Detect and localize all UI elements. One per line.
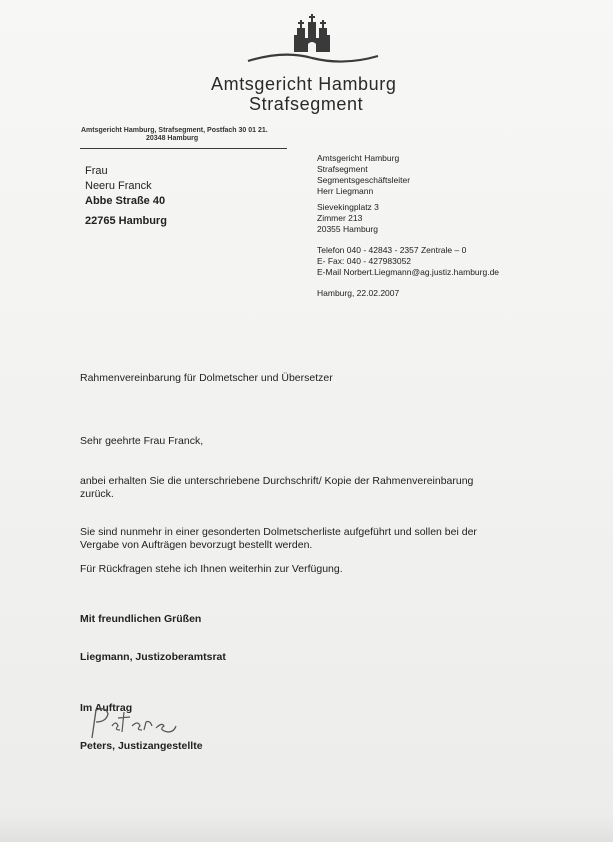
court-name: Amtsgericht Hamburg <box>211 74 397 94</box>
sender-line: Zimmer 213 <box>317 213 363 223</box>
court-department: Strafsegment <box>249 94 364 114</box>
signer-1: Liegmann, Justizoberamtsrat <box>80 651 226 663</box>
signer-2: Peters, Justizangestellte <box>80 740 203 752</box>
letter-date: Hamburg, 22.02.2007 <box>317 288 400 298</box>
recipient-salutation: Frau <box>85 165 108 177</box>
return-address-line2: 20348 Hamburg <box>146 135 199 142</box>
sender-phone: Telefon 040 - 42843 - 2357 Zentrale – 0 <box>317 245 467 255</box>
on-behalf-label: Im Auftrag <box>80 702 133 714</box>
paragraph-2-line-2: Vergabe von Aufträgen bevorzugt bestellt werden. <box>80 539 313 551</box>
sender-line: Herr Liegmann <box>317 186 374 196</box>
handwritten-signature-icon <box>84 702 184 742</box>
recipient-name: Neeru Franck <box>85 180 152 192</box>
return-address-line1: Amtsgericht Hamburg, Strafsegment, Postfach 30 01 21. <box>81 127 268 134</box>
sender-email: E-Mail Norbert.Liegmann@ag.justiz.hamburg.de <box>317 267 500 277</box>
paragraph-1-line-2: zurück. <box>80 488 114 500</box>
sender-line: Amtsgericht Hamburg <box>317 153 400 163</box>
sender-fax: E- Fax: 040 - 427983052 <box>317 256 412 266</box>
return-address-rule <box>80 148 287 149</box>
recipient-street: Abbe Straße 40 <box>85 195 166 207</box>
sender-line: Segmentsgeschäftsleiter <box>317 175 411 185</box>
paragraph-3: Für Rückfragen stehe ich Ihnen weiterhin zur Verfügung. <box>80 563 343 575</box>
paragraph-1-line-1: anbei erhalten Sie die unterschriebene Durchschrift/ Kopie der Rahmenvereinbarung <box>80 475 474 487</box>
greeting: Sehr geehrte Frau Franck, <box>80 435 204 447</box>
sender-line: Strafsegment <box>317 164 368 174</box>
page-edge-shadow <box>0 815 613 842</box>
sender-line: 20355 Hamburg <box>317 224 378 234</box>
hamburg-castle-logo-icon <box>244 14 380 70</box>
closing: Mit freundlichen Grüßen <box>80 613 202 625</box>
sender-line: Sievekingplatz 3 <box>317 202 379 212</box>
paragraph-2-line-1: Sie sind nunmehr in einer gesonderten Dolmetscherliste aufgeführt und sollen bei der <box>80 526 477 538</box>
recipient-city: 22765 Hamburg <box>85 215 167 227</box>
subject-line: Rahmenvereinbarung für Dolmetscher und Übersetzer <box>80 372 333 384</box>
